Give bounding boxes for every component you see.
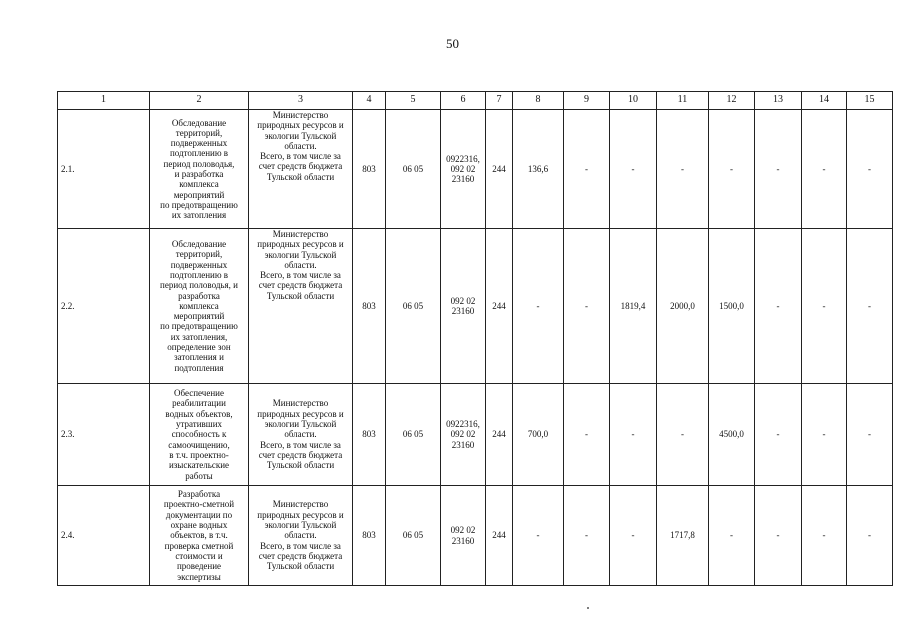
column-header: 9: [564, 92, 610, 110]
expense-type: 244: [486, 384, 513, 486]
measure-name: Обеспечение реабилитации водных объектов, утративших способность к самоочищению, в т.ч. проектно- изыскательские работы: [150, 384, 249, 486]
amount-cell: -: [755, 229, 802, 384]
expense-type: 244: [486, 486, 513, 586]
amount-cell: -: [847, 229, 893, 384]
table-row: [58, 486, 893, 586]
ministry-code: 803: [353, 229, 386, 384]
row-number: 2.4.: [58, 486, 150, 586]
target-code: 092 02 23160: [441, 486, 486, 586]
row-number: 2.2.: [58, 229, 150, 384]
page-number: 50: [446, 36, 459, 51]
measure-name: Обследование территорий, подверженных подтоплению в период половодья, и разработка комплекса мероприятий по предотвращению их затопления: [150, 110, 249, 229]
amount-cell: 1717,8: [657, 486, 709, 586]
column-header: 2: [150, 92, 249, 110]
amount-cell: -: [847, 486, 893, 586]
column-number-row: [58, 92, 893, 110]
column-header: 5: [386, 92, 441, 110]
executor: Министерство природных ресурсов и экологии Тульской области. Всего, в том числе за счет средств бюджета Тульской области: [249, 486, 353, 586]
table-row: [58, 110, 893, 229]
amount-cell: -: [802, 110, 847, 229]
measure-name: Разработка проектно-сметной документации по охране водных объектов, в т.ч. проверка сметной стоимости и проведение экспертизы: [150, 486, 249, 586]
measure-name: Обследование территорий, подверженных подтоплению в период половодья, и разработка комплекса мероприятий по предотвращению их затопления, определение зон затопления и подтопления: [150, 229, 249, 384]
amount-cell: -: [513, 229, 564, 384]
amount-cell: 1819,4: [610, 229, 657, 384]
column-header: 12: [709, 92, 755, 110]
section-code: 06 05: [386, 229, 441, 384]
ministry-code: 803: [353, 486, 386, 586]
column-header: 13: [755, 92, 802, 110]
table-row: [58, 229, 893, 384]
target-code: 0922316, 092 02 23160: [441, 384, 486, 486]
amount-cell: -: [513, 486, 564, 586]
executor: Министерство природных ресурсов и экологии Тульской области. Всего, в том числе за счет средств бюджета Тульской области: [249, 229, 353, 384]
amount-cell: -: [610, 384, 657, 486]
amount-cell: -: [847, 110, 893, 229]
amount-cell: -: [847, 384, 893, 486]
amount-cell: -: [564, 486, 610, 586]
amount-cell: -: [657, 384, 709, 486]
section-code: 06 05: [386, 384, 441, 486]
ministry-code: 803: [353, 384, 386, 486]
column-header: 6: [441, 92, 486, 110]
row-number: 2.3.: [58, 384, 150, 486]
column-header: 3: [249, 92, 353, 110]
ministry-code: 803: [353, 110, 386, 229]
column-header: 4: [353, 92, 386, 110]
amount-cell: -: [657, 110, 709, 229]
target-code: 092 02 23160: [441, 229, 486, 384]
executor: Министерство природных ресурсов и экологии Тульской области. Всего, в том числе за счет средств бюджета Тульской области: [249, 384, 353, 486]
budget-table: [57, 91, 893, 586]
table-row: [58, 384, 893, 486]
amount-cell: -: [802, 384, 847, 486]
amount-cell: 1500,0: [709, 229, 755, 384]
expense-type: 244: [486, 110, 513, 229]
column-header: 7: [486, 92, 513, 110]
column-header: 10: [610, 92, 657, 110]
target-code: 0922316, 092 02 23160: [441, 110, 486, 229]
amount-cell: -: [564, 110, 610, 229]
amount-cell: -: [802, 229, 847, 384]
amount-cell: -: [755, 110, 802, 229]
column-header: 8: [513, 92, 564, 110]
amount-cell: -: [564, 384, 610, 486]
column-header: 11: [657, 92, 709, 110]
amount-cell: 700,0: [513, 384, 564, 486]
amount-cell: 4500,0: [709, 384, 755, 486]
amount-cell: -: [709, 486, 755, 586]
column-header: 1: [58, 92, 150, 110]
row-number: 2.1.: [58, 110, 150, 229]
amount-cell: 136,6: [513, 110, 564, 229]
amount-cell: -: [610, 486, 657, 586]
scan-speck: [587, 607, 589, 609]
executor: Министерство природных ресурсов и экологии Тульской области. Всего, в том числе за счет средств бюджета Тульской области: [249, 110, 353, 229]
expense-type: 244: [486, 229, 513, 384]
amount-cell: -: [802, 486, 847, 586]
column-header: 15: [847, 92, 893, 110]
amount-cell: 2000,0: [657, 229, 709, 384]
section-code: 06 05: [386, 486, 441, 586]
amount-cell: -: [709, 110, 755, 229]
amount-cell: -: [564, 229, 610, 384]
amount-cell: -: [755, 486, 802, 586]
amount-cell: -: [755, 384, 802, 486]
amount-cell: -: [610, 110, 657, 229]
column-header: 14: [802, 92, 847, 110]
section-code: 06 05: [386, 110, 441, 229]
